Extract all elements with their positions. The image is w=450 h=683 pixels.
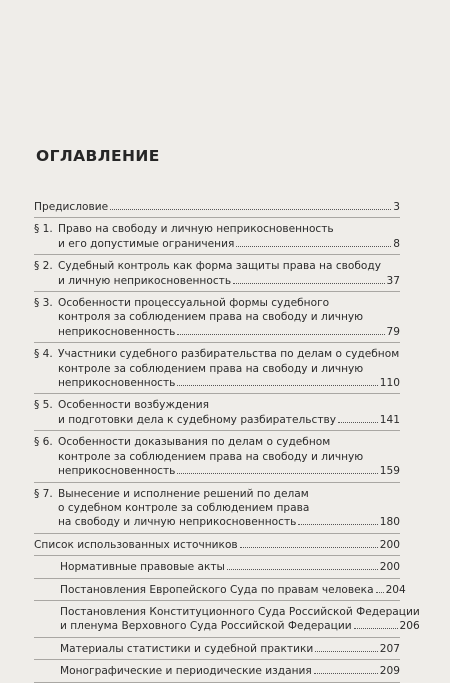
- toc-entry-title: неприкосновенность: [58, 465, 176, 478]
- toc-page-number: 206: [399, 620, 420, 633]
- toc-entry[interactable]: [34, 483, 400, 534]
- toc-entry-title: контроле за соблюдением права на свободу и личную: [58, 450, 364, 463]
- toc-page-number: 200: [379, 561, 400, 574]
- toc-page-number: 204: [385, 583, 406, 596]
- toc-entry-title: Вынесение и исполнение решений по делам: [58, 487, 309, 500]
- toc-page-number: 180: [379, 516, 400, 529]
- toc-page-number: 3: [393, 201, 400, 213]
- toc-entry[interactable]: [34, 660, 400, 682]
- dot-leader: [240, 547, 378, 548]
- toc-entry-number: § 1.: [34, 223, 53, 236]
- toc-entry-title: Постановления Европейского Суда по правам человека: [60, 583, 374, 596]
- toc-page-number: 159: [379, 465, 400, 478]
- dot-leader: [315, 651, 378, 652]
- toc-entry[interactable]: [34, 601, 420, 638]
- toc-entry-title: Участники судебного разбирательства по делам о судебном: [58, 348, 400, 361]
- dot-leader: [110, 209, 391, 210]
- dot-leader: [376, 592, 384, 593]
- toc-entry-title: Постановления Конституционного Суда Российской Федерации: [60, 605, 420, 618]
- toc-entry-title: контроле за соблюдением права на свободу и личную: [58, 362, 364, 375]
- dot-leader: [227, 569, 378, 570]
- toc-entry[interactable]: [34, 196, 400, 218]
- toc-heading: ОГЛАВЛЕНИЕ: [36, 147, 160, 165]
- toc-entry-title: Особенности процессуальной формы судебного: [58, 297, 330, 310]
- toc-entry-title: Предисловие: [34, 201, 109, 213]
- toc-entry-number: § 4.: [34, 348, 53, 361]
- toc-entry-title: Нормативные правовые акты: [60, 561, 225, 574]
- dot-leader: [177, 334, 384, 335]
- toc-entry-title: и его допустимые ограничения: [58, 237, 235, 250]
- toc-entry-title: контроля за соблюдением права на свободу и личную: [58, 311, 364, 324]
- dot-leader: [338, 422, 378, 423]
- dot-leader: [314, 673, 378, 674]
- toc-entry-number: § 3.: [34, 297, 53, 310]
- toc-entry[interactable]: [34, 218, 400, 255]
- toc-entry-title: на свободу и личную неприкосновенность: [58, 516, 297, 529]
- toc-entry-title: неприкосновенность: [58, 377, 176, 390]
- toc-entry-number: § 6.: [34, 436, 53, 449]
- table-of-contents: [34, 196, 420, 683]
- toc-entry[interactable]: [34, 343, 400, 394]
- toc-entry-title: Материалы статистики и судебной практики: [60, 642, 314, 655]
- toc-entry-number: § 5.: [34, 399, 53, 412]
- dot-leader: [177, 473, 377, 474]
- toc-entry-title: о судебном контроле за соблюдением права: [58, 501, 310, 514]
- toc-entry[interactable]: [34, 255, 400, 292]
- toc-page-number: 37: [386, 274, 400, 287]
- toc-page-number: 207: [379, 642, 400, 655]
- toc-entry-number: § 2.: [34, 260, 53, 273]
- toc-entry[interactable]: [34, 292, 400, 343]
- dot-leader: [354, 628, 398, 629]
- toc-entry-title: Монографические и периодические издания: [60, 665, 312, 678]
- toc-entry-number: § 7.: [34, 487, 53, 500]
- toc-page-number: 200: [379, 538, 400, 551]
- toc-page-number: 110: [379, 377, 400, 390]
- toc-page-number: 8: [393, 237, 400, 250]
- dot-leader: [177, 385, 377, 386]
- toc-entry-title: Особенности доказывания по делам о судебном: [58, 436, 331, 449]
- toc-entry-title: Судебный контроль как форма защиты права на свободу: [58, 260, 382, 273]
- toc-entry-title: и пленума Верховного Суда Российской Федерации: [60, 620, 352, 633]
- toc-entry[interactable]: [34, 579, 406, 601]
- dot-leader: [298, 524, 377, 525]
- toc-entry-title: Список использованных источников: [34, 538, 238, 551]
- toc-entry-title: неприкосновенность: [58, 325, 176, 338]
- dot-leader: [236, 246, 391, 247]
- toc-entry[interactable]: [34, 431, 400, 482]
- toc-page-number: 79: [386, 325, 400, 338]
- dot-leader: [233, 283, 384, 284]
- toc-page-number: 209: [379, 665, 400, 678]
- toc-entry[interactable]: [34, 394, 400, 431]
- toc-entry-title: и личную неприкосновенность: [58, 274, 232, 287]
- toc-entry-title: Право на свободу и личную неприкосновенность: [58, 223, 334, 236]
- toc-entry[interactable]: [34, 638, 400, 660]
- toc-entry[interactable]: [34, 534, 400, 556]
- toc-entry[interactable]: [34, 556, 400, 578]
- toc-entry-title: Особенности возбуждения: [58, 399, 210, 412]
- toc-page-number: 141: [379, 413, 400, 426]
- toc-entry-title: и подготовки дела к судебному разбирательству: [58, 413, 337, 426]
